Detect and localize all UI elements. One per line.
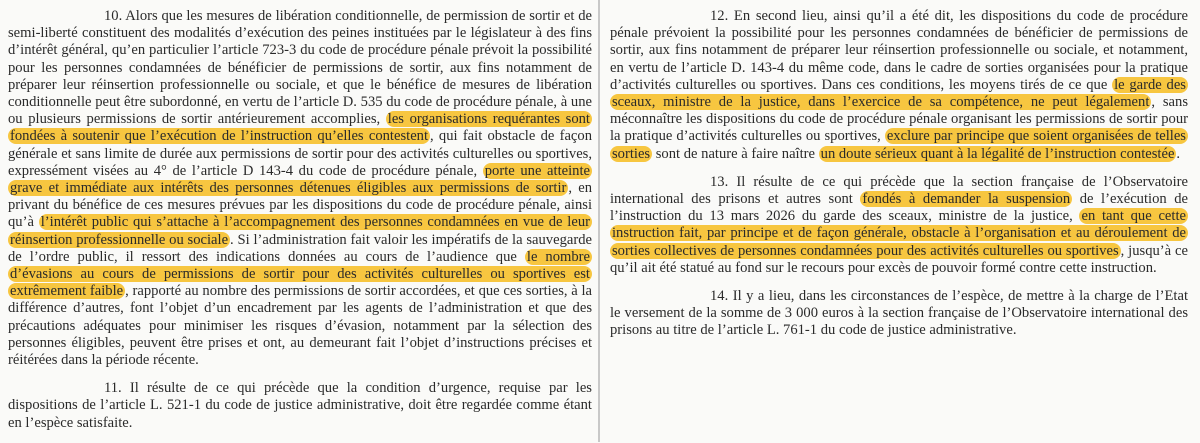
- highlighted-text: porte une atteinte grave et immédiate aux intérêts des personnes détenues éligibles aux permissions de sortir: [10, 162, 590, 197]
- text-segment: 11. Il résulte de ce qui précède que la condition d’urgence, requise par les dispositions de l’article L. 521-1 du code de justice administrative, doit être regardée comme étant en l’espèce satisfaite.: [8, 380, 592, 431]
- text-segment: .: [1176, 145, 1181, 162]
- highlighted-text: fondés à demander la suspension: [862, 191, 1071, 208]
- text-segment: , jusqu’à ce qu’il ait été statué au fond sur le recours pour excès de pouvoir formé contre cette instruction.: [610, 242, 1188, 276]
- text-segment: , qui fait obstacle de façon générale et sans limite de durée aux permissions de sortir pour des activités culturelles ou sportives, expressément visées au 4° de l’article D 143-4 du code de procédure pénale,: [8, 128, 592, 179]
- paragraph-11: [8, 380, 592, 432]
- text-segment: 14. Il y a lieu, dans les circonstances de l’espèce, de mettre à la charge de l’Etat le versement de la somme de 3 000 euros à la section française de l’Observatoire international des prisons au titre de l’article L. 761-1 du code de justice administrative.: [610, 288, 1188, 339]
- right-column: [610, 8, 1188, 351]
- highlighted-text: un doute sérieux quant à la légalité de l’instruction contestée: [820, 145, 1175, 162]
- paragraph-12: [610, 8, 1188, 163]
- highlighted-text: le garde des sceaux, ministre de la justice, dans l’exercice de sa compétence, ne peut légalement: [612, 76, 1186, 111]
- column-divider: [598, 0, 600, 442]
- paragraph-14: [610, 288, 1188, 340]
- highlighted-text: les organisations requérantes sont fondées à soutenir que l’exécution de l’instruction qu’elles contestent: [10, 111, 590, 145]
- highlighted-text: le nombre d’évasions au cours de permissions de sortir pour des activités culturelles ou sportives est extrêmement faible: [10, 248, 590, 300]
- text-segment: , rapporté au nombre des permissions de sortir accordées, et que ces sorties, à la différence d’autres, font l’objet d’un encadrement par les agents de l’administration et que des précautions adéquates pour minimiser les risques d’évasion, notamment par la sélection des personnes éligibles, peuvent être prises et ont, au demeurant fait l’objet d’instructions précises et réitérées dans la période récente.: [8, 283, 593, 369]
- text-segment: 13. Il résulte de ce qui précède que la section française de l’Observatoire international des prisons et autres sont: [610, 173, 1188, 208]
- text-segment: . Si l’administration fait valoir les impératifs de la sauvegarde de l’ordre public, il ressort des indications données au cours de l’audience que: [8, 231, 592, 265]
- highlighted-text: exclure par principe que soient organisées de telles sorties: [612, 128, 1186, 162]
- text-segment: , en privant du bénéfice de ces mesures prévues par les dispositions du code de procédure pénale, ainsi qu’à: [8, 180, 592, 231]
- text-segment: 10. Alors que les mesures de libération conditionnelle, de permission de sortir et de semi-liberté constituent des modalités d’exécution des peines instituées par le législateur à des fins d’intérêt général, qu’en particulier l’article 723-3 du code de procédure pénale prévoit la possibilité pour les personnes condamnées de bénéficier de permissions de sortir, aux fins notamment de préparer leur réinsertion professionnelle ou sociale, et que le bénéfice de mesures de libération conditionnelle peut être subordonné, en vertu de l’article D. 535 du code de procédure pénale, à une ou plusieurs permissions de sortir antérieurement accomplies,: [8, 8, 592, 128]
- highlighted-text: en tant que cette instruction fait, par principe et de façon générale, obstacle à l’organisation et au déroulement de sorties collectives de personnes condamnées pour des activités culturelles ou sportives: [612, 208, 1186, 259]
- left-column: [8, 8, 592, 443]
- text-segment: sont de nature à faire naître: [652, 145, 819, 162]
- paragraph-13: [610, 174, 1188, 277]
- paragraph-10: [8, 8, 592, 369]
- text-segment: , sans méconnaître les dispositions du code de procédure pénale organisant les permissions de sortir pour la pratique d’activités culturelles ou sportives,: [610, 94, 1188, 145]
- text-segment: de l’exécution de l’instruction du 13 mars 2026 du garde des sceaux, ministre de la justice,: [610, 191, 1188, 225]
- text-segment: 12. En second lieu, ainsi qu’il a été dit, les dispositions du code de procédure pénale prévoient la possibilité pour les personnes condamnées de bénéficier de permissions de sortir, aux fins notamment de préparer leur réinsertion professionnelle ou sociale, et notamment, en vertu de l’article D. 143-4 du même code, dans le cadre de sorties organisées pour la pratique d’activités culturelles ou sportives. Dans ces conditions, les moyens tirés de ce que: [610, 8, 1188, 93]
- highlighted-text: l’intérêt public qui s’attache à l’accompagnement des personnes condamnées en vue de leur réinsertion professionnelle ou sociale: [10, 214, 590, 248]
